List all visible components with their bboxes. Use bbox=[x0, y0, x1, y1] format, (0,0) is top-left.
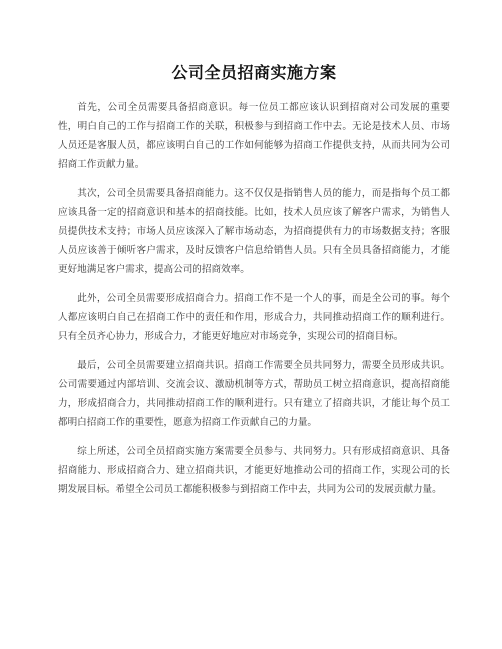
paragraph-2: 其次，公司全员需要具备招商能力。这不仅仅是指销售人员的能力，而是指每个员工都应该具备一定的招商意识和基本的招商技能。比如，技术人员应该了解客户需求，为销售人员提供技术支持；市场人员应该深入了解市场动态，为招商提供有力的市场数据支持；客服人员应该善于倾听客户需求，及时反馈客户信息给销售人员。只有全员具备招商能力，才能更好地满足客户需求，提高公司的招商效率。 bbox=[58, 188, 450, 275]
paragraph-4: 最后，公司全员需要建立招商共识。招商工作需要全员共同努力，需要全员形成共识。公司需要通过内部培训、交流会议、激励机制等方式，帮助员工树立招商意识，提高招商能力，形成招商合力，共同推动招商工作的顺利进行。只有建立了招商共识，才能让每个员工都明白招商工作的重要性，愿意为招商工作贡献自己的力量。 bbox=[58, 360, 450, 428]
document-body bbox=[58, 98, 450, 499]
paragraph-3: 此外，公司全员需要形成招商合力。招商工作不是一个人的事，而是全公司的事。每个人都应该明白自己在招商工作中的责任和作用，形成合力，共同推动招商工作的顺利进行。只有全员齐心协力，形成合力，才能更好地应对市场竞争，实现公司的招商目标。 bbox=[58, 293, 450, 342]
document-title: 公司全员招商实施方案 bbox=[171, 63, 337, 82]
paragraph-5: 综上所述，公司全员招商实施方案需要全员参与、共同努力。只有形成招商意识、具备招商能力、形成招商合力、建立招商共识，才能更好地推动公司的招商工作，实现公司的长期发展目标。希望全公司员工都能积极参与到招商工作中去，共同为公司的发展贡献力量。 bbox=[58, 446, 450, 495]
paragraph-1: 首先，公司全员需要具备招商意识。每一位员工都应该认识到招商对公司发展的重要性，明白自己的工作与招商工作的关联，积极参与到招商工作中去。无论是技术人员、市场人员还是客服人员，都应该明白自己的工作如何能够为招商工作提供支持，从而共同为公司招商工作贡献力量。 bbox=[58, 102, 450, 170]
